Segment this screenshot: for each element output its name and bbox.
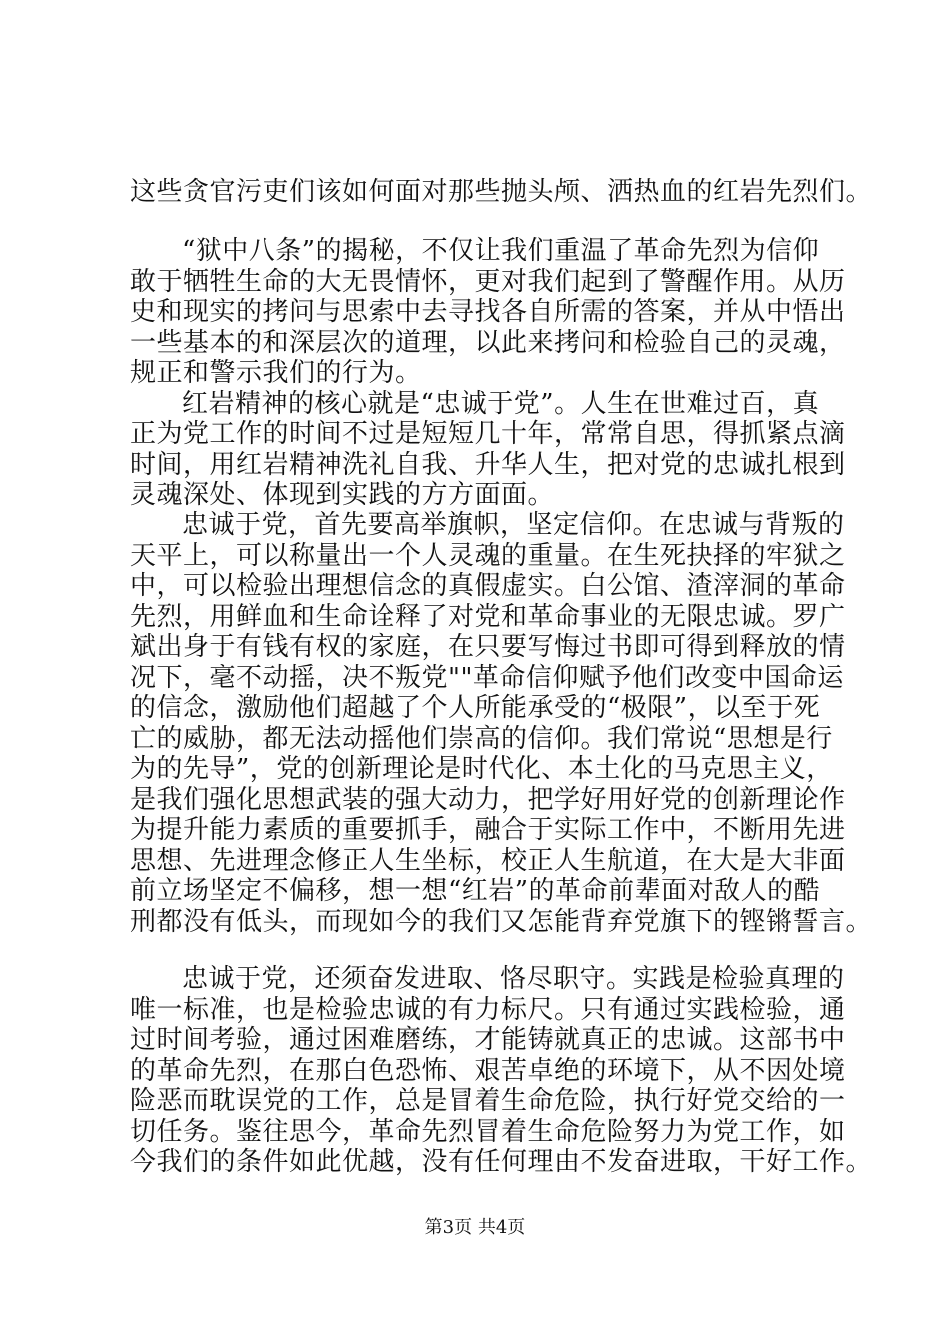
- paragraph-line: 红岩精神的核心就是“忠诚于党”。人生在世难过百，真: [182, 389, 820, 419]
- paragraph-line: 的信念，激励他们超越了个人所能承受的“极限”，以至于死: [130, 693, 821, 723]
- paragraph-line: 前立场坚定不偏移，想一想“红岩”的革命前辈面对敌人的酷: [130, 876, 821, 906]
- paragraph-line: 是我们强化思想武装的强大动力，把学好用好党的创新理论作: [130, 785, 846, 815]
- paragraph-line: 亡的威胁，都无法动摇他们崇高的信仰。我们常说“思想是行: [130, 724, 833, 754]
- paragraph-line: 险恶而耽误党的工作，总是冒着生命危险，执行好党交给的一: [130, 1086, 846, 1116]
- paragraph-line: 的革命先烈，在那白色恐怖、艰苦卓绝的环境下，从不因处境: [130, 1056, 846, 1086]
- paragraph-line: 刑都没有低头，而现如今的我们又怎能背弃党旗下的铿锵誓言。: [130, 907, 873, 937]
- paragraph-line: 一些基本的和深层次的道理，以此来拷问和检验自己的灵魂，: [130, 328, 846, 358]
- paragraph-line: 灵魂深处、体现到实践的方方面面。: [130, 480, 555, 510]
- page-number-footer: 第3页 共4页: [424, 1217, 526, 1238]
- paragraph-line: 先烈，用鲜血和生命诠释了对党和革命事业的无限忠诚。罗广: [130, 602, 846, 632]
- paragraph-line: 规正和警示我们的行为。: [130, 358, 422, 388]
- paragraph-line: 史和现实的拷问与思索中去寻找各自所需的答案，并从中悟出: [130, 297, 846, 327]
- paragraph-line: 况下，毫不动摇，决不叛党""革命信仰赋予他们改变中国命运: [130, 663, 844, 693]
- paragraph-line: 过时间考验，通过困难磨练，才能铸就真正的忠诚。这部书中: [130, 1025, 846, 1055]
- paragraph-line: 思想、先进理念修正人生坐标，校正人生航道，在大是大非面: [130, 846, 846, 876]
- paragraph-line: 忠诚于党，首先要高举旗帜，坚定信仰。在忠诚与背叛的: [182, 510, 845, 540]
- paragraph-line: “狱中八条”的揭秘，不仅让我们重温了革命先烈为信仰: [182, 236, 820, 266]
- paragraph-line: 为的先导”，党的创新理论是时代化、本土化的马克思主义，: [130, 754, 833, 784]
- paragraph-line: 今我们的条件如此优越，没有任何理由不发奋进取，干好工作。: [130, 1147, 873, 1177]
- paragraph-line: 为提升能力素质的重要抓手，融合于实际工作中，不断用先进: [130, 815, 846, 845]
- paragraph-line: 唯一标准，也是检验忠诚的有力标尺。只有通过实践检验，通: [130, 995, 846, 1025]
- paragraph-line: 忠诚于党，还须奋发进取、恪尽职守。实践是检验真理的: [182, 964, 845, 994]
- paragraph-line: 天平上，可以称量出一个人灵魂的重量。在生死抉择的牢狱之: [130, 541, 846, 571]
- paragraph-line: 正为党工作的时间不过是短短几十年，常常自思，得抓紧点滴: [130, 419, 846, 449]
- paragraph-line: 切任务。鉴往思今，革命先烈冒着生命危险努力为党工作，如: [130, 1117, 846, 1147]
- paragraph-line: 中，可以检验出理想信念的真假虚实。白公馆、渣滓洞的革命: [130, 571, 846, 601]
- paragraph-line: 斌出身于有钱有权的家庭，在只要写悔过书即可得到释放的情: [130, 632, 846, 662]
- paragraph-line: 时间，用红岩精神洗礼自我、升华人生，把对党的忠诚扎根到: [130, 450, 846, 480]
- paragraph-line: 敢于牺牲生命的大无畏情怀，更对我们起到了警醒作用。从历: [130, 267, 846, 297]
- paragraph-line: 这些贪官污吏们该如何面对那些抛头颅、洒热血的红岩先烈们。: [130, 177, 873, 207]
